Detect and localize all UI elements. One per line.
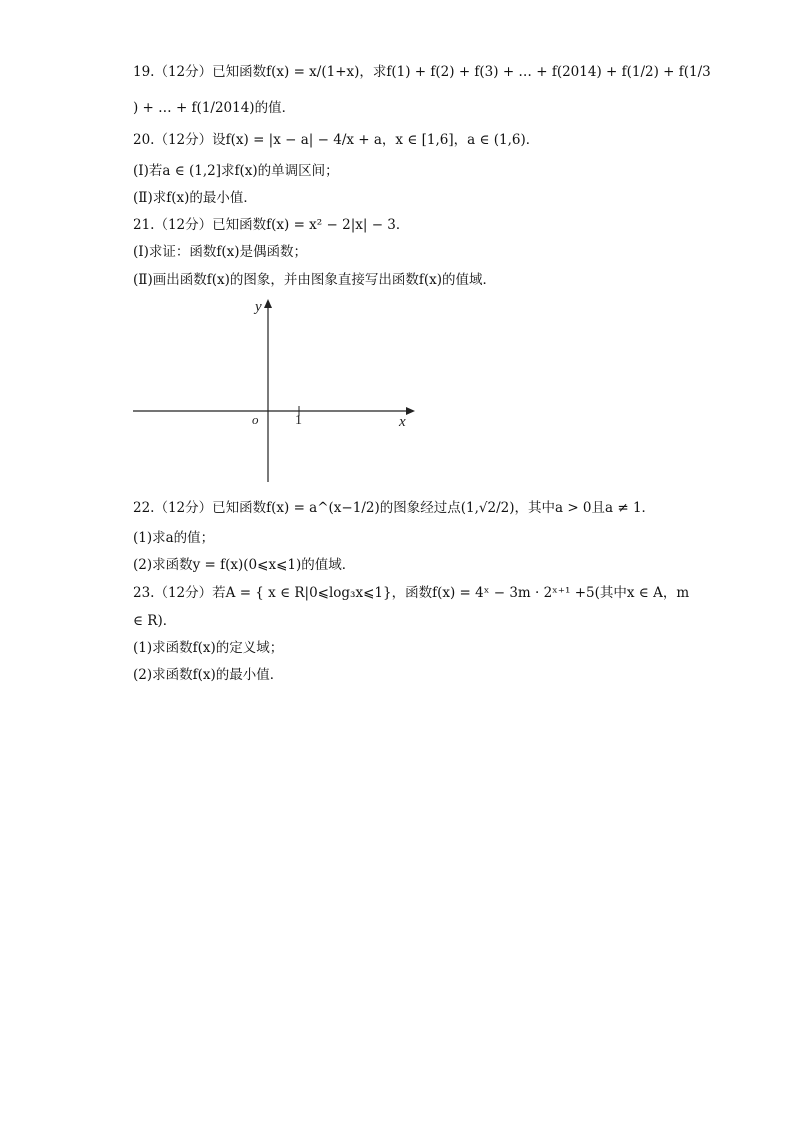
coordinate-axes-graph [128,296,428,486]
x-axis-arrow [406,407,415,415]
tick-label-1: 1 [295,413,302,428]
problem-22-part1: (1)求a的值； [133,530,215,546]
problem-22-line1: 22.（12分）已知函数f(x) = a^(x−1/2)的图象经过点(1,√2/2)，其中a > 0且a ≠ 1． [133,500,656,516]
origin-label: o [252,412,259,427]
y-axis-label: y [255,299,262,315]
problem-20-part1: (Ⅰ)若a ∈ (1,2]求f(x)的单调区间； [133,163,339,179]
x-axis-label: x [399,414,406,430]
problem-19-line1: 19.（12分）已知函数f(x) = x/(1+x)，求f(1) + f(2) + f(3) + … + f(2014) + f(1/2) + f(1/3 [133,64,711,80]
problem-22-part2: (2)求函数y = f(x)(0⩽x⩽1)的值域． [133,557,356,573]
problem-23-line2: ∈ R)． [133,613,177,629]
y-axis-arrow [264,299,272,308]
problem-20-part2: (Ⅱ)求f(x)的最小值． [133,190,257,206]
problem-23-line1: 23.（12分）若A = { x ∈ R|0⩽log₃x⩽1}，函数f(x) = 4ˣ − 3m · 2ˣ⁺¹ +5(其中x ∈ A，m [133,585,690,601]
problem-20-line1: 20.（12分）设f(x) = |x − a| − 4/x + a，x ∈ [1,6]，a ∈ (1,6)． [133,132,540,148]
problem-23-part1: (1)求函数f(x)的定义域； [133,640,284,656]
problem-21-part2: (Ⅱ)画出函数f(x)的图象，并由图象直接写出函数f(x)的值域． [133,272,496,288]
problem-23-part2: (2)求函数f(x)的最小值． [133,667,284,683]
problem-19-line2: ) + … + f(1/2014)的值． [133,100,296,116]
problem-21-line1: 21.（12分）已知函数f(x) = x² − 2|x| − 3． [133,217,410,233]
problem-21-part1: (Ⅰ)求证：函数f(x)是偶函数； [133,244,308,260]
